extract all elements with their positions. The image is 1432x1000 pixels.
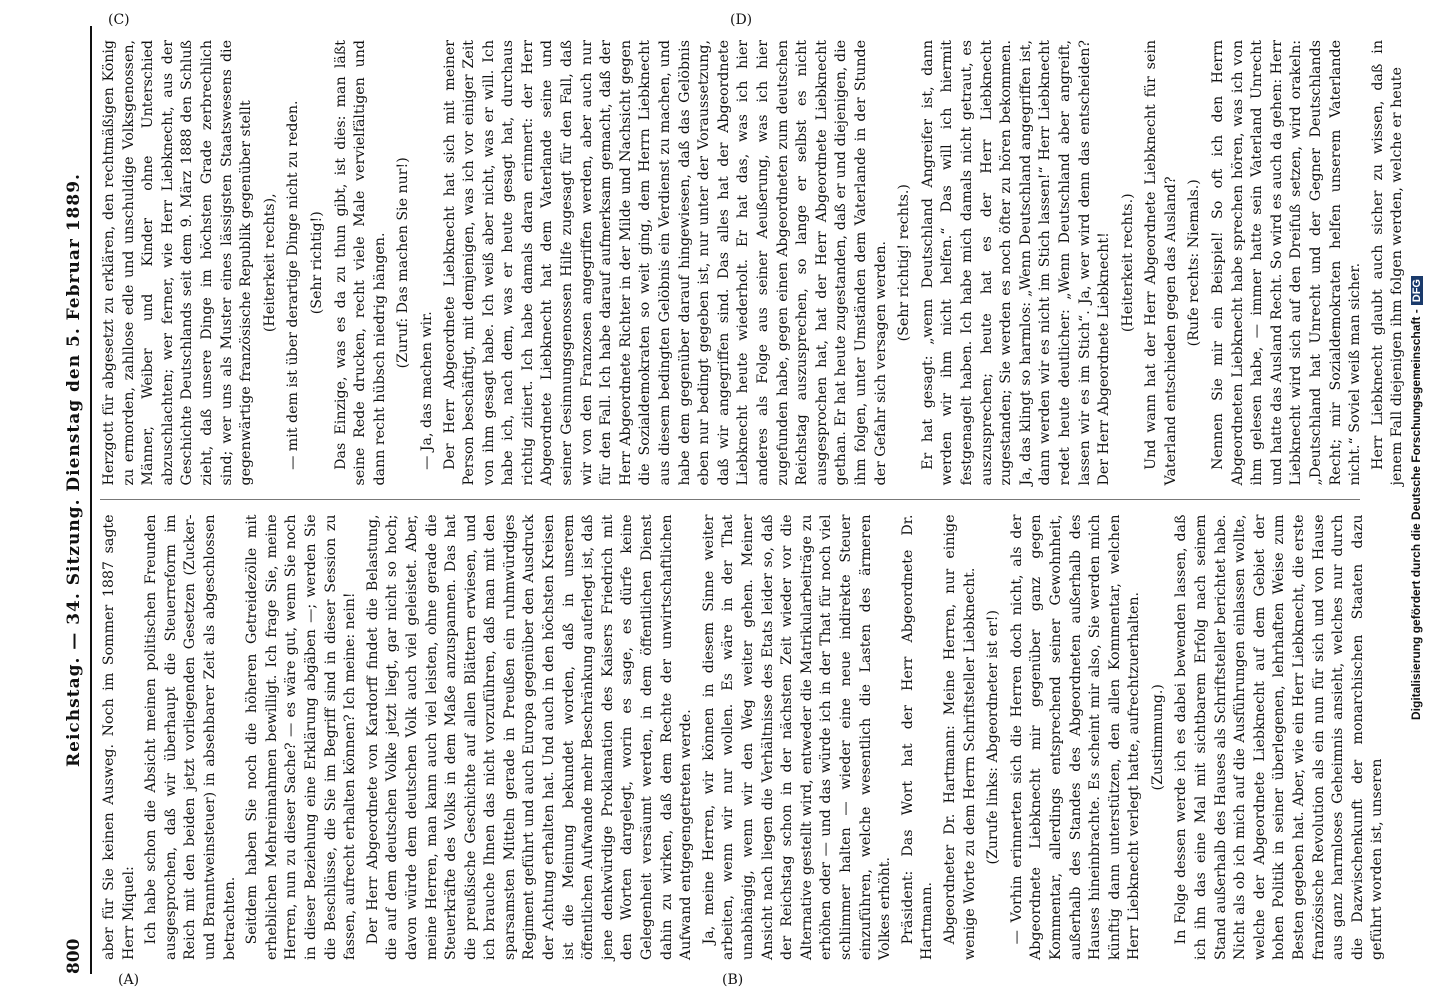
- paragraph: Ich habe schon die Absicht meinen politischen Freunden ausgesprochen, daß wir überhaupt die Steuerreform im Reich mit den beiden jetzt vorliegenden Gesetzen (Zucker- und Branntweinsteuer) in absehbarer Zeit als abgeschlossen betrachten.: [143, 514, 238, 960]
- stage-direction: (Heiterkeit rechts),: [261, 193, 278, 333]
- margin-mark-d: (D): [730, 12, 753, 28]
- stage-direction: (Zurufe links: Abgeordneter ist er!): [985, 609, 1002, 865]
- paragraph: Ja, meine Herren, wir können in diesem Sinne weiter arbeiten, wenn wir nur wollen. Es wäre in der That unabhängig, wenn wir den Weg weiter gehen. Meiner Ansicht nach liegen die Verhältnisse des Etats leider so, daß der Reichstag schon in der nächsten Zeit wieder vor die Alternative gestellt wird, entweder die Matrikularbeiträge zu erhöhen oder — und das würde ich in der That für noch viel schlimmer halten — wieder eine neue indirekte Steuer einzuführen, welche wesentlich die Lasten des ärmeren Volkes erhöht.: [700, 514, 894, 960]
- stage-direction: (Sehr richtig!): [308, 211, 325, 315]
- paragraph: Nennen Sie mir ein Beispiel! So oft ich den Herrn Abgeordneten Liebknecht habe sprechen hören, was ich von ihm gelesen habe, — immer hatte sein Vaterland Unrecht und hatte das Ausland Recht. So wird es auch da gehen: Herr Liebknecht wird sich auf den Dreifuß setzen, wird orakeln: „Deutschland hat Unrecht und der Gegner Deutschlands Recht; mir Sozialdemokraten helfen unserem Vaterlande nicht.“ Soviel weiß man sicher.: [1210, 40, 1364, 486]
- stage-direction: (Heiterkeit rechts.): [1119, 193, 1136, 333]
- paragraph: Das Einzige, was es da zu thun gibt, ist dies: man läßt seine Rede drucken, recht viele Male vervielfältigen und dann recht hübsch niedrig hängen.: [332, 40, 388, 486]
- paragraph: — mit dem ist über derartige Dinge nicht zu reden.: [285, 100, 302, 470]
- paragraph: In Folge dessen werde ich es dabei bewenden lassen, daß ich ihn das eine Mal mit sichtbarem Erfolg nach seinem Stand außerhalb des Hauses als Schriftsteller berichtet habe. Nicht als ob ich mich auf die Ausführungen einlassen wollte, welche der Abgeordnete Liebknecht auf dem Gebiet der hohen Politik in seiner überlegenen, lehrhaften Weise zum Besten gegeben hat. Aber, wie ein Herr Liebknecht, die erste französische Revolution als ein nun für sich und von Hause aus ganz harmloses Geheimnis ansieht, welches nur durch die Dazwischenkunft der monarchischen Staaten dazu geführt worden ist, unseren: [1173, 514, 1386, 960]
- paragraph: Er hat gesagt: „wenn Deutschland Angreifer ist, dann werden wir ihm nicht helfen.“ Das will ich hiermit festgenagelt haben. Ich habe mich damals nicht getraut, es auszusprechen; heute hat es der Herr Liebknecht zugestanden; Sie werden es noch öfter zu hören bekommen. Ja, das klingt so harmlos: „Wenn Deutschland angegriffen ist, dann werden wir es nicht im Stich lassen!“ Herr Liebknecht redet heute deutlicher: „Wenn Deutschland aber angreift, lassen wir es im Stich“. Ja, wer wird denn das entscheiden? Der Herr Abgeordnete Liebknecht!: [919, 40, 1113, 486]
- page-header: [64, 26, 92, 974]
- paragraph: Der Herr Abgeordnete Liebknecht hat sich mit meiner Person beschäftigt, mit demjenigen, was ich vor einiger Zeit von ihm gesagt habe. Ich weiß aber nicht, was er will. Ich habe ich, nach dem, was er heute gesagt hat, durchaus richtig zitiert. Ich habe damals daran erinnert: der Herr Abgeordnete Liebknecht hat dem Vaterlande seine und seiner Gesinnungsgenossen Hilfe zugesagt für den Fall, daß wir von den Franzosen angegriffen werden, aber auch nur für den Fall. Ich habe darauf aufmerksam gemacht, daß der Herr Abgeordnete Richter in der Milde und Nachsicht gegen die Sozialdemokraten so weit ging, dem Herrn Liebknecht aus diesem bedingten Gelöbnis ein Verdienst zu machen, und habe dem gegenüber darauf hingewiesen, daß das Gelöbnis eben nur bedingt gegeben ist, nur unter der Voraussetzung, daß wir angegriffen sind. Das alles hat der Abgeordnete Liebknecht heute wiederholt. Er hat das, was ich hier anderes als Folge aus seiner Aeußerung, was ich hier zugefunden habe, gegen einen Abgeordneten zum deutschen Reichstag auszusprechen, so lange er selbst es nicht ausgesprochen hat, hat der Herr Abgeordnete Liebknecht gethan. Er hat heute zugestanden, daß er und diejenigen, die ihm folgen, unter Umständen dem Vaterlande in der Stunde der Gefahr sich versagen werden.: [441, 40, 889, 486]
- margin-mark-a: (A): [118, 972, 140, 988]
- dfg-logo: DFG: [1411, 276, 1423, 305]
- footer-credit: Digitalisierung gefördert durch die Deutsche Forschungsgemeinschaft -: [1409, 309, 1423, 720]
- paragraph: — Vorhin erinnerten sich die Herren doch nicht, als der Abgeordnete Liebknecht mir gegenüber ganz gegen Kommentar, allerdings entsprechend seiner Gewohnheit, außerhalb des Standes des Abgeordneten außerhalb des Hauses hineinbrachte. Es scheint mir also, Sie werden mich künftig dann unterstützen, den allen Kommentar, welchen Herr Liebknecht verlegt hatte, aufrechtzuerhalten.: [1008, 514, 1143, 960]
- paragraph: — Ja, das machen wir.: [418, 311, 435, 470]
- paragraph: Der Herr Abgeordnete von Kardorff findet die Belastung, die auf dem deutschen Volke jetzt liegt, gar nicht so hoch; davon würde dem deutschen Volk auch viel geleistet. Aber, meine Herren, man kann auch viel leisten, ohne gerade die Steuerkräfte des Volks in dem Maße anzuspannen. Das hat die preußische Geschichte auf allen Blättern erwiesen, und ich brauche Ihnen das nicht vorzuführen, daß man mit den sparsamsten Mitteln gerade in Preußen ein ruhmwürdiges Regiment geführt und auch Europa gegenüber den Ausdruck der Achtung erhalten hat. Und auch in den höchsten Kreisen ist die Meinung bekundet worden, daß in unserem öffentlichen Aufwande mehr Beschränkung auferlegt ist, daß jene denkwürdige Proklamation des Kaisers Friedrich mit den Worten dargelegt, worin es sage, es dürfe keine Gelegenheit versäumt werden, in dem öffentlichen Dienst dahin zu wirken, daß dem Rechte der unwirtschaftlichen Aufwand entgegengetreten werde.: [364, 514, 695, 960]
- paragraph: Abgeordneter Dr. Hartmann: Meine Herren, nur einige wenige Worte zu dem Herrn Schriftsteller Liebknecht.: [941, 514, 978, 960]
- paragraph: Seitdem haben Sie noch die höheren Getreidezölle mit erheblichen Mehreinnahmen bewilligt. Ich frage Sie, meine Herren, nun zu dieser Sache? — es wäre gut, wenn Sie noch in dieser Beziehung eine Erklärung abgäben —; werden Sie die Beschlüsse, die Sie im Begriff sind in dieser Session zu fassen, aufrecht erhalten können? Ich meine: nein!: [244, 514, 359, 960]
- page-number: 800: [64, 938, 84, 974]
- left-column: [100, 501, 1386, 975]
- document-page: [46, 0, 1406, 1000]
- margin-mark-b: (B): [722, 972, 744, 988]
- paragraph: Und wann hat der Herr Abgeordnete Liebknecht für sein Vaterland entschieden gegen das Ausland?: [1143, 40, 1179, 486]
- digitization-footer: [1402, 10, 1430, 990]
- right-column: [100, 26, 1406, 501]
- paragraph: Herzgott für abgesetzt zu erklären, den rechtmäßigen König zu ermorden, zahllose edle und unschuldige Volksgenossen, Männer, Weiber und Kinder ohne Unterschied abzuschlachten; wer ferner, wie Herr Liebknecht, aus der Geschichte Deutschlands seit dem 9. März 1888 den Schluß zieht, daß unsere Dinge im höchsten Grade zerbrechlich sind; wer uns als Muster eines lässigsten Staatswesens die gegenwärtige französische Republik gegenüber stellt: [101, 40, 255, 486]
- stage-direction: (Zuruf: Das machen Sie nur!): [395, 157, 412, 369]
- stage-direction: (Zustimmung.): [1149, 684, 1166, 791]
- text-columns: [100, 26, 1406, 974]
- paragraph: aber für Sie keinen Ausweg. Noch im Sommer 1887 sagte Herr Miquel:: [101, 514, 137, 960]
- paragraph: Herr Liebknecht glaubt auch sicher zu wissen, daß in jenem Fall diejenigen ihm folgen werden, welche er heute: [1369, 40, 1406, 486]
- paragraph: Präsident: Das Wort hat der Herr Abgeordnete Dr. Hartmann.: [899, 514, 936, 960]
- footer-text-line: [1409, 18, 1423, 978]
- margin-mark-c: (C): [108, 12, 130, 28]
- stage-direction: (Sehr richtig! rechts.): [896, 184, 913, 342]
- stage-direction: (Rufe rechts: Niemals.): [1186, 179, 1203, 347]
- page-title: Reichstag. — 34. Sitzung. Dienstag den 5. Februar 1889.: [64, 173, 84, 767]
